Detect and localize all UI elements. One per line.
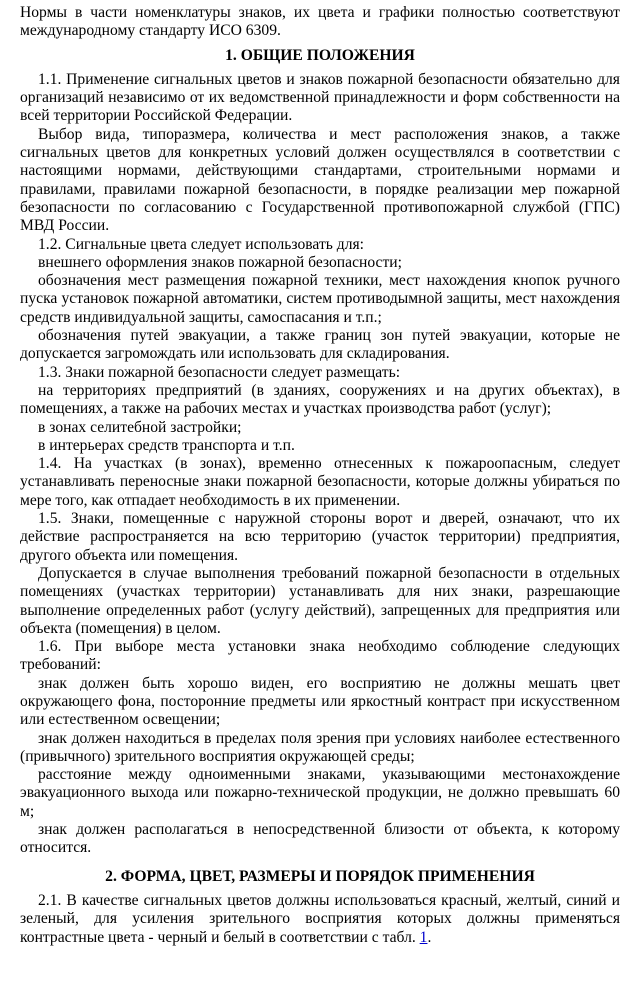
paragraph-2-1 <box>20 892 620 947</box>
list-item-equipment-locations: обозначения мест размещения пожарной техники, мест нахождения кнопок ручного пуска установок пожарной автоматики, систем противодымной защиты, мест нахождения средств индивидуальной защиты, самоспасания и т.п.; <box>20 272 620 326</box>
list-item-evacuation-routes: обозначения путей эвакуации, а также границ зон путей эвакуации, которые не допускается загромождать или использовать для складирования. <box>20 327 620 363</box>
list-item-sign-distance: расстояние между одноименными знаками, указывающими местонахождение эвакуационного выхода или пожарно-технической продукции, не должно превышать 60 м; <box>20 766 620 820</box>
paragraph-2-1-text: 2.1. В качестве сигнальных цветов должны использоваться красный, желтый, синий и зеленый, для усиления зрительного восприятия которых должны применяться контрастные цвета - черный и белый в соответствии с табл. <box>20 891 620 946</box>
list-item-field-of-view: знак должен находиться в пределах поля зрения при условиях наиболее естественного (привычного) зрительного восприятия окружающей среды; <box>20 729 620 765</box>
paragraph-1-4: 1.4. На участках (в зонах), временно отнесенных к пожароопасным, следует устанавливать переносные знаки пожарной безопасности, которые должны убираться по мере того, как отпадает необходимость в их применении. <box>20 455 620 509</box>
paragraph-2-1-end: . <box>427 928 432 946</box>
paragraph-1-1: 1.1. Применение сигнальных цветов и знаков пожарной безопасности обязательно для организаций независимо от их ведомственной принадлежности и форм собственности на всей территории Российской Федерации. <box>20 70 620 125</box>
list-item-proximity: знак должен располагаться в непосредственной близости от объекта, к которому относится. <box>20 821 620 857</box>
paragraph-1-5: 1.5. Знаки, помещенные с наружной стороны ворот и дверей, означают, что их действие распространяется на всю территорию (участок территории) предприятия, другого объекта или помещения. <box>20 510 620 564</box>
list-item-residential-zones: в зонах селитебной застройки; <box>38 418 242 436</box>
paragraph-sign-selection: Выбор вида, типоразмера, количества и мест расположения знаков, а также сигнальных цветов для конкретных условий должен осуществлялся в соответствии с настоящими нормами, действующими стандартами, строительными нормами и правилами, правилами пожарной безопасности, в порядке реализации мер пожарной безопасности по согласованию с Государственной противопожарной службой (ГПС) МВД России. <box>20 125 620 235</box>
list-item-enterprise-territories: на территориях предприятий (в зданиях, сооружениях и на других объектах), в помещениях, а также на рабочих местах и участках производства работ (услуг); <box>20 381 620 418</box>
paragraph-1-6: 1.6. При выборе места установки знака необходимо соблюдение следующих требований: <box>20 638 620 674</box>
paragraph-permitted-signs: Допускается в случае выполнения требований пожарной безопасности в отдельных помещениях (участках территории) устанавливать для них знаки, разрешающие выполнение определенных работ (услугу действий), запрещенных для предприятия или объекта (помещения) в целом. <box>20 564 620 637</box>
list-item-sign-design: внешнего оформления знаков пожарной безопасности; <box>38 253 402 271</box>
list-item-vehicle-interiors: в интерьерах средств транспорта и т.п. <box>38 436 295 454</box>
list-item-visibility: знак должен быть хорошо виден, его восприятию не должны мешать цвет окружающего фона, посторонние предметы или яркостный контраст при искусственном или естественном освещении; <box>20 674 620 729</box>
section-2-heading: 2. ФОРМА, ЦВЕТ, РАЗМЕРЫ И ПОРЯДОК ПРИМЕНЕНИЯ <box>105 867 535 885</box>
table-1-link[interactable]: 1 <box>419 928 428 946</box>
intro-paragraph: Нормы в части номенклатуры знаков, их цвета и графики полностью соответствуют международному стандарту ИСО 6309. <box>20 4 620 40</box>
paragraph-1-3: 1.3. Знаки пожарной безопасности следует размещать: <box>38 363 401 381</box>
section-1-heading: 1. ОБЩИЕ ПОЛОЖЕНИЯ <box>225 46 415 64</box>
paragraph-1-2: 1.2. Сигнальные цвета следует использовать для: <box>38 235 364 253</box>
